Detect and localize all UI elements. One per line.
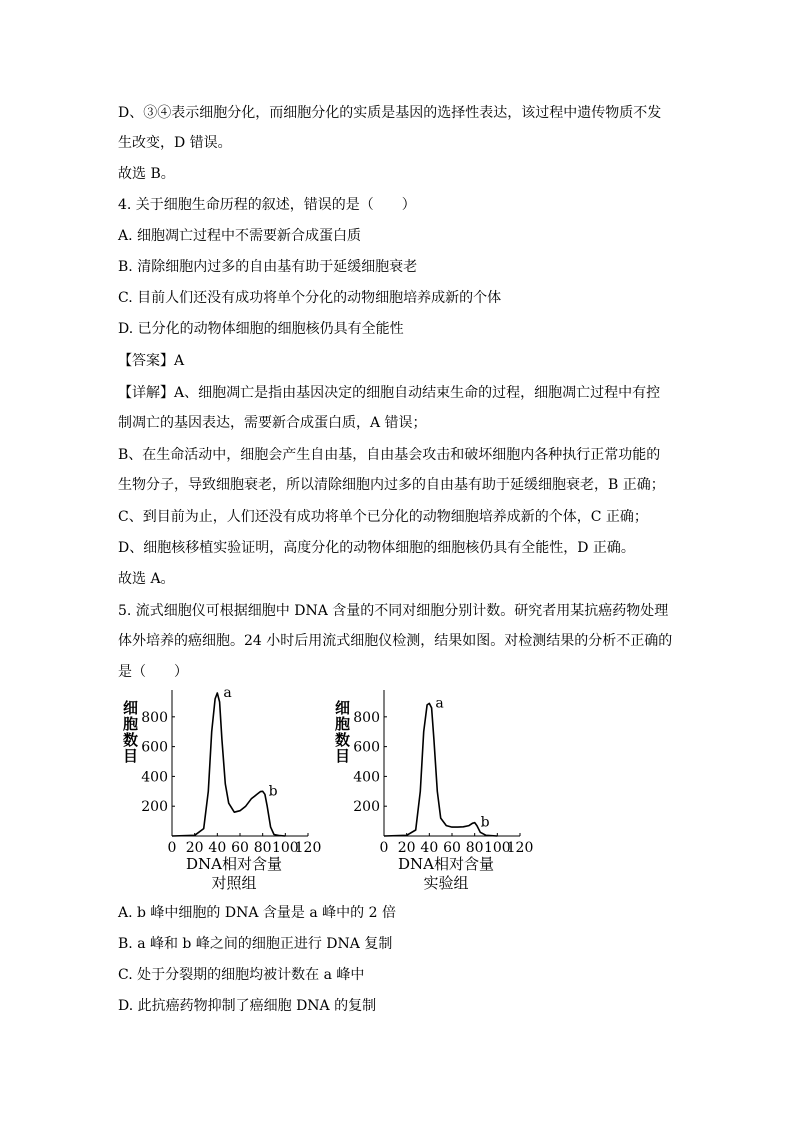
x-tick-label: 40	[420, 840, 439, 856]
question-5-option-a: A. b 峰中细胞的 DNA 含量是 a 峰中的 2 倍	[118, 905, 396, 921]
paragraph: 故选 A。	[118, 571, 175, 587]
peak-label-b: b	[480, 814, 490, 831]
paragraph: D、③④表示细胞分化，而细胞分化的实质是基因的选择性表达，该过程中遗传物质不发	[118, 105, 662, 121]
y-axis-label: 细胞数目	[333, 700, 351, 764]
explanation-line: D、细胞核移植实验证明，高度分化的动物体细胞的细胞核仍具有全能性，D 正确。	[118, 540, 635, 556]
x-axis-label: DNA相对含量	[186, 855, 282, 873]
x-tick-label: 0	[167, 840, 177, 856]
x-tick-label: 120	[506, 840, 534, 856]
y-tick-label: 600	[353, 739, 380, 756]
question-5-option-c: C. 处于分裂期的细胞均被计数在 a 峰中	[118, 967, 365, 983]
paragraph: 生改变，D 错误。	[118, 135, 232, 151]
question-5-stem: 5. 流式细胞仪可根据细胞中 DNA 含量的不同对细胞分别计数。研究者用某抗癌药物处理	[118, 603, 669, 619]
x-tick-label: 20	[397, 840, 416, 856]
chart-experiment	[333, 690, 533, 892]
question-5-option-b: B. a 峰和 b 峰之间的细胞正进行 DNA 复制	[118, 936, 393, 952]
question-5-stem: 是（ ）	[118, 664, 188, 680]
y-tick-label: 800	[353, 709, 380, 726]
explanation-line: C、到目前为止，人们还没有成功将单个已分化的动物细胞培养成新的个体，C 正确；	[118, 509, 648, 525]
explanation-line: 生物分子，导致细胞衰老，所以清除细胞内过多的自由基有助于延缓细胞衰老，B 正确；	[118, 477, 665, 493]
answer-line: 【答案】A	[118, 353, 185, 369]
x-tick-label: 0	[379, 840, 389, 856]
question-4-option-b: B. 清除细胞内过多的自由基有助于延缓细胞衰老	[118, 259, 418, 275]
y-tick-label: 200	[141, 799, 168, 816]
peak-label-a: a	[223, 688, 232, 701]
question-4-stem: 4. 关于细胞生命历程的叙述，错误的是（ ）	[118, 197, 416, 213]
x-tick-label: 20	[185, 840, 204, 856]
x-tick-label: 120	[294, 840, 322, 856]
y-tick-label: 400	[141, 769, 168, 786]
flow-cytometry-charts	[112, 688, 552, 898]
x-tick-label: 80	[253, 840, 272, 856]
peak-label-b: b	[268, 783, 278, 800]
question-5-option-d: D. 此抗癌药物抑制了癌细胞 DNA 的复制	[118, 998, 377, 1014]
peak-label-a: a	[435, 695, 444, 712]
paragraph: 故选 B。	[118, 166, 175, 182]
explanation-line: 【详解】A、细胞凋亡是指由基因决定的细胞自动结束生命的过程，细胞凋亡过程中有控	[118, 385, 661, 401]
chart-title: 对照组	[211, 874, 257, 892]
explanation-line: B、在生命活动中，细胞会产生自由基，自由基会攻击和破坏细胞内各种执行正常功能的	[118, 447, 661, 463]
question-4-option-c: C. 目前人们还没有成功将单个分化的动物细胞培养成新的个体	[118, 290, 502, 306]
x-tick-label: 80	[465, 840, 484, 856]
x-tick-label: 100	[271, 840, 299, 856]
x-tick-label: 100	[483, 840, 511, 856]
y-axis-label: 细胞数目	[121, 700, 139, 764]
explanation-line: 制凋亡的基因表达，需要新合成蛋白质，A 错误；	[118, 415, 427, 431]
question-5-stem: 体外培养的癌细胞。24 小时后用流式细胞仪检测，结果如图。对检测结果的分析不正确的	[118, 633, 673, 649]
x-tick-label: 60	[443, 840, 461, 856]
question-4-option-d: D. 已分化的动物体细胞的细胞核仍具有全能性	[118, 321, 404, 337]
chart-title: 实验组	[423, 874, 469, 892]
y-tick-label: 200	[353, 799, 380, 816]
y-tick-label: 800	[141, 709, 168, 726]
series-line	[172, 693, 285, 836]
y-tick-label: 400	[353, 769, 380, 786]
chart-control	[121, 688, 321, 892]
x-axis-label: DNA相对含量	[398, 855, 494, 873]
y-tick-label: 600	[141, 739, 168, 756]
x-tick-label: 60	[231, 840, 249, 856]
question-4-option-a: A. 细胞凋亡过程中不需要新合成蛋白质	[118, 228, 362, 244]
x-tick-label: 40	[208, 840, 227, 856]
